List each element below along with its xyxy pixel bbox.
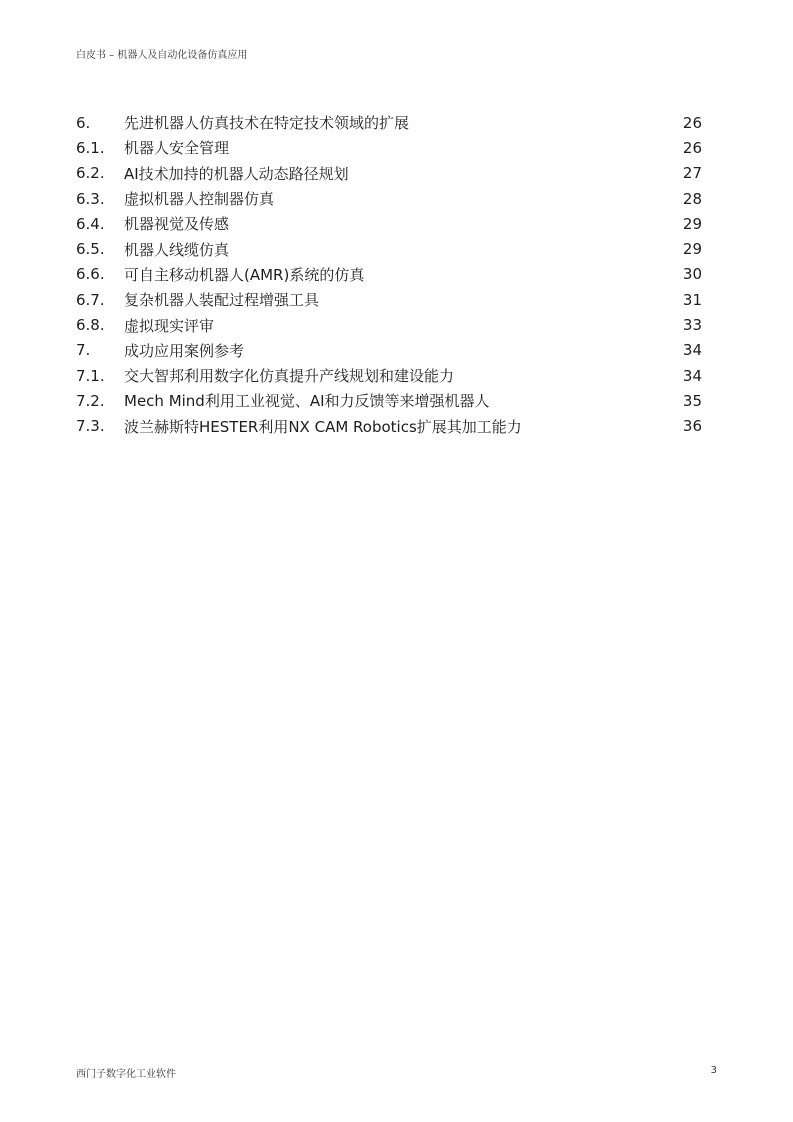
- toc-entry-page[interactable]: 34: [682, 366, 702, 385]
- toc-entry-number: 6.1.: [76, 138, 105, 157]
- footer-page-number: 3: [710, 1065, 717, 1076]
- toc-entry-title[interactable]: 可自主移动机器人(AMR)系统的仿真: [124, 265, 365, 284]
- toc-entry-page[interactable]: 26: [682, 138, 702, 157]
- toc-entry-title[interactable]: Mech Mind利用工业视觉、AI和力反馈等来增强机器人: [124, 392, 490, 411]
- toc-entry[interactable]: [76, 287, 702, 312]
- toc-entry-number: 6.2.: [76, 164, 105, 183]
- toc-entry[interactable]: [76, 262, 702, 287]
- toc-entry-number: 7.: [76, 341, 91, 360]
- toc-entry-number: 6.4.: [76, 214, 105, 233]
- toc-entry[interactable]: [76, 110, 702, 135]
- table-of-contents: [76, 110, 702, 439]
- toc-entry-number: 6.5.: [76, 240, 105, 259]
- toc-entry-page[interactable]: 35: [682, 391, 702, 410]
- toc-entry-number: 7.1.: [76, 366, 105, 385]
- toc-entry-title[interactable]: 虚拟现实评审: [124, 316, 215, 335]
- toc-entry[interactable]: [76, 236, 702, 261]
- toc-entry-number: 7.2.: [76, 391, 105, 410]
- toc-entry[interactable]: [76, 388, 702, 413]
- toc-entry-title[interactable]: 成功应用案例参考: [124, 341, 245, 360]
- footer-company: 西门子数字化工业软件: [76, 1069, 176, 1080]
- toc-entry-title[interactable]: 交大智邦利用数字化仿真提升产线规划和建设能力: [124, 367, 455, 386]
- toc-entry-page[interactable]: 30: [682, 265, 702, 284]
- toc-entry-page[interactable]: 27: [682, 164, 702, 183]
- toc-entry-page[interactable]: 31: [682, 290, 702, 309]
- toc-entry-title[interactable]: 机器人线缆仿真: [124, 240, 230, 259]
- toc-entry-page[interactable]: 34: [682, 341, 702, 360]
- toc-entry-page[interactable]: 36: [682, 417, 702, 436]
- toc-entry-number: 6.8.: [76, 316, 105, 335]
- toc-entry-number: 6.: [76, 113, 91, 132]
- toc-entry-page[interactable]: 26: [682, 113, 702, 132]
- toc-entry[interactable]: [76, 211, 702, 236]
- toc-entry-title[interactable]: 虚拟机器人控制器仿真: [124, 190, 275, 209]
- toc-entry-page[interactable]: 33: [682, 316, 702, 335]
- toc-entry-number: 7.3.: [76, 417, 105, 436]
- toc-entry-title[interactable]: AI技术加持的机器人动态路径规划: [124, 164, 349, 183]
- toc-entry-number: 6.6.: [76, 265, 105, 284]
- toc-entry-page[interactable]: 29: [682, 240, 702, 259]
- toc-entry[interactable]: [76, 414, 702, 439]
- toc-entry[interactable]: [76, 363, 702, 388]
- toc-entry[interactable]: [76, 161, 702, 186]
- toc-entry-number: 6.3.: [76, 189, 105, 208]
- toc-entry[interactable]: [76, 338, 702, 363]
- toc-entry-title[interactable]: 先进机器人仿真技术在特定技术领域的扩展: [124, 114, 410, 133]
- toc-entry-title[interactable]: 机器视觉及传感: [124, 215, 230, 234]
- toc-entry-title[interactable]: 波兰赫斯特HESTER利用NX CAM Robotics扩展其加工能力: [124, 417, 522, 436]
- toc-entry-title[interactable]: 机器人安全管理: [124, 139, 230, 158]
- page-header: 白皮书 – 机器人及自动化设备仿真应用: [76, 50, 248, 61]
- toc-entry-title[interactable]: 复杂机器人装配过程增强工具: [124, 291, 320, 310]
- toc-entry[interactable]: [76, 135, 702, 160]
- toc-entry[interactable]: [76, 186, 702, 211]
- toc-entry-number: 6.7.: [76, 290, 105, 309]
- toc-entry[interactable]: [76, 312, 702, 337]
- toc-entry-page[interactable]: 29: [682, 214, 702, 233]
- toc-entry-page[interactable]: 28: [682, 189, 702, 208]
